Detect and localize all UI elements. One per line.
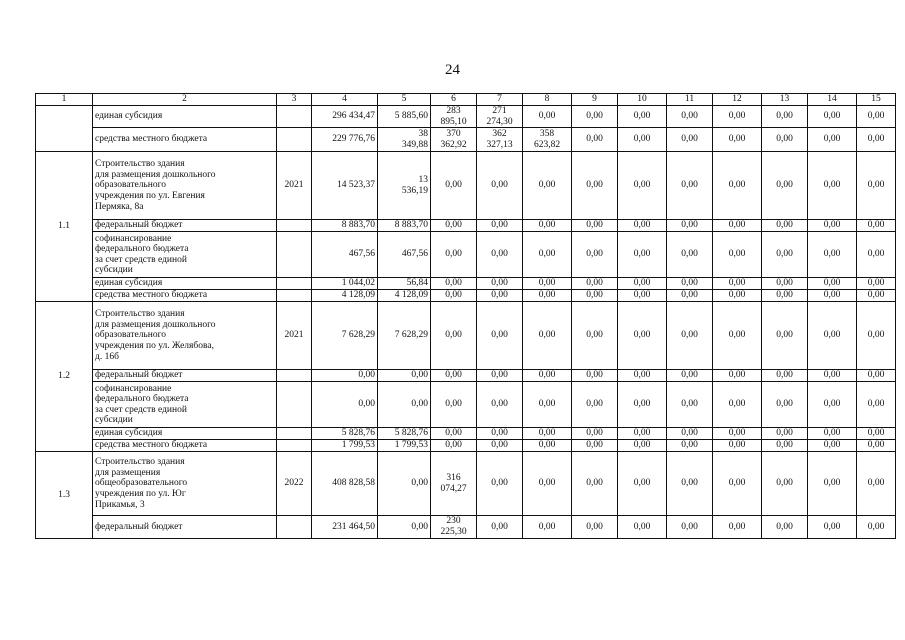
value-cell: 0,00 (523, 382, 572, 428)
value-cell: 230 225,30 (431, 516, 477, 538)
value-cell: 0,00 (808, 516, 857, 538)
value-cell: 271 274,30 (477, 106, 523, 128)
value-cell: 13 536,19 (378, 152, 431, 220)
table-row (36, 428, 896, 440)
column-header-5: 5 (378, 94, 431, 106)
value-cell: 0,00 (762, 440, 808, 452)
value-cell: 0,00 (618, 278, 667, 290)
value-cell: 4 128,09 (312, 290, 378, 302)
column-header-3: 3 (277, 94, 312, 106)
value-cell: 0,00 (713, 220, 762, 232)
value-cell: 0,00 (667, 382, 713, 428)
year-cell (277, 220, 312, 232)
value-cell: 229 776,76 (312, 128, 378, 152)
value-cell: 0,00 (808, 152, 857, 220)
value-cell: 0,00 (618, 440, 667, 452)
value-cell: 7 628,29 (378, 302, 431, 370)
column-header-10: 10 (618, 94, 667, 106)
year-cell (277, 370, 312, 382)
table-row (36, 106, 896, 128)
value-cell: 0,00 (572, 232, 618, 278)
value-cell: 0,00 (713, 370, 762, 382)
value-cell: 0,00 (572, 382, 618, 428)
value-cell: 0,00 (857, 106, 896, 128)
value-cell: 0,00 (667, 452, 713, 516)
value-cell: 0,00 (667, 128, 713, 152)
page-number: 24 (445, 62, 460, 78)
year-cell (277, 128, 312, 152)
row-label: федеральный бюджет (93, 516, 277, 538)
value-cell: 0,00 (572, 290, 618, 302)
table-row (36, 220, 896, 232)
column-header-15: 15 (857, 94, 896, 106)
value-cell: 0,00 (762, 106, 808, 128)
value-cell: 0,00 (667, 220, 713, 232)
value-cell: 0,00 (431, 428, 477, 440)
year-cell (277, 290, 312, 302)
value-cell: 0,00 (762, 452, 808, 516)
value-cell: 0,00 (857, 232, 896, 278)
value-cell: 0,00 (713, 428, 762, 440)
table-row (36, 452, 896, 516)
value-cell: 0,00 (857, 278, 896, 290)
value-cell: 0,00 (762, 128, 808, 152)
section-number (36, 106, 93, 152)
value-cell: 0,00 (713, 440, 762, 452)
value-cell: 1 799,53 (312, 440, 378, 452)
value-cell: 0,00 (312, 370, 378, 382)
table-row (36, 232, 896, 278)
value-cell: 0,00 (762, 278, 808, 290)
column-number-header (36, 94, 896, 106)
value-cell: 0,00 (523, 428, 572, 440)
value-cell: 1 044,02 (312, 278, 378, 290)
value-cell: 296 434,47 (312, 106, 378, 128)
value-cell: 0,00 (618, 428, 667, 440)
value-cell: 0,00 (713, 302, 762, 370)
value-cell: 0,00 (667, 278, 713, 290)
section-number: 1.3 (36, 452, 93, 538)
value-cell: 0,00 (808, 440, 857, 452)
row-label: средства местного бюджета (93, 128, 277, 152)
value-cell: 8 883,70 (312, 220, 378, 232)
value-cell: 0,00 (808, 428, 857, 440)
table-row (36, 128, 896, 152)
value-cell: 0,00 (713, 128, 762, 152)
column-header-13: 13 (762, 94, 808, 106)
value-cell: 0,00 (477, 382, 523, 428)
year-cell: 2021 (277, 152, 312, 220)
value-cell: 0,00 (808, 290, 857, 302)
value-cell: 0,00 (431, 440, 477, 452)
value-cell: 0,00 (431, 382, 477, 428)
value-cell: 0,00 (762, 382, 808, 428)
value-cell: 0,00 (857, 452, 896, 516)
value-cell: 0,00 (808, 382, 857, 428)
value-cell: 0,00 (808, 370, 857, 382)
value-cell: 0,00 (523, 302, 572, 370)
value-cell: 0,00 (431, 370, 477, 382)
value-cell: 0,00 (618, 128, 667, 152)
value-cell: 5 885,60 (378, 106, 431, 128)
value-cell: 0,00 (857, 152, 896, 220)
value-cell: 56,84 (378, 278, 431, 290)
table-row (36, 152, 896, 220)
column-header-2: 2 (93, 94, 277, 106)
value-cell: 0,00 (857, 220, 896, 232)
value-cell: 38 349,88 (378, 128, 431, 152)
value-cell: 0,00 (431, 290, 477, 302)
value-cell: 0,00 (523, 106, 572, 128)
value-cell: 0,00 (762, 428, 808, 440)
row-label: единая субсидия (93, 106, 277, 128)
value-cell: 0,00 (477, 302, 523, 370)
value-cell: 467,56 (312, 232, 378, 278)
value-cell: 0,00 (713, 382, 762, 428)
value-cell: 0,00 (808, 452, 857, 516)
value-cell: 0,00 (762, 302, 808, 370)
value-cell: 0,00 (857, 516, 896, 538)
value-cell: 0,00 (762, 232, 808, 278)
value-cell: 0,00 (572, 152, 618, 220)
value-cell: 0,00 (667, 440, 713, 452)
row-label: средства местного бюджета (93, 290, 277, 302)
value-cell: 0,00 (431, 302, 477, 370)
value-cell: 0,00 (618, 232, 667, 278)
value-cell: 0,00 (477, 232, 523, 278)
value-cell: 0,00 (808, 220, 857, 232)
column-header-9: 9 (572, 94, 618, 106)
value-cell: 0,00 (477, 428, 523, 440)
value-cell: 0,00 (477, 220, 523, 232)
value-cell: 0,00 (523, 440, 572, 452)
row-label: единая субсидия (93, 278, 277, 290)
value-cell: 0,00 (572, 302, 618, 370)
value-cell: 0,00 (523, 452, 572, 516)
value-cell: 0,00 (378, 370, 431, 382)
value-cell: 0,00 (572, 220, 618, 232)
value-cell: 0,00 (477, 290, 523, 302)
value-cell: 316 074,27 (431, 452, 477, 516)
value-cell: 0,00 (523, 220, 572, 232)
budget-table (35, 93, 896, 539)
row-label: единая субсидия (93, 428, 277, 440)
value-cell: 362 327,13 (477, 128, 523, 152)
value-cell: 0,00 (808, 278, 857, 290)
value-cell: 0,00 (667, 152, 713, 220)
value-cell: 358 623,82 (523, 128, 572, 152)
value-cell: 0,00 (523, 290, 572, 302)
section-number: 1.2 (36, 302, 93, 452)
value-cell: 0,00 (477, 440, 523, 452)
value-cell: 283 895,10 (431, 106, 477, 128)
value-cell: 0,00 (572, 452, 618, 516)
value-cell: 5 828,76 (312, 428, 378, 440)
value-cell: 0,00 (312, 382, 378, 428)
value-cell: 0,00 (857, 382, 896, 428)
value-cell: 0,00 (431, 232, 477, 278)
value-cell: 0,00 (857, 428, 896, 440)
table-row (36, 370, 896, 382)
value-cell: 0,00 (618, 516, 667, 538)
value-cell: 0,00 (477, 516, 523, 538)
year-cell (277, 278, 312, 290)
value-cell: 0,00 (713, 152, 762, 220)
column-header-14: 14 (808, 94, 857, 106)
year-cell (277, 382, 312, 428)
value-cell: 0,00 (572, 106, 618, 128)
value-cell: 0,00 (477, 152, 523, 220)
row-label: Строительство здания для размещения общеобразовательного учреждения по ул. Юг Прикамья, 3 (93, 452, 277, 516)
value-cell: 5 828,76 (378, 428, 431, 440)
value-cell: 0,00 (762, 152, 808, 220)
value-cell: 0,00 (523, 152, 572, 220)
value-cell: 0,00 (618, 452, 667, 516)
value-cell: 0,00 (477, 278, 523, 290)
value-cell: 1 799,53 (378, 440, 431, 452)
value-cell: 0,00 (572, 278, 618, 290)
value-cell: 0,00 (523, 516, 572, 538)
value-cell: 0,00 (667, 302, 713, 370)
value-cell: 0,00 (667, 106, 713, 128)
value-cell: 0,00 (762, 516, 808, 538)
value-cell: 0,00 (431, 152, 477, 220)
value-cell: 7 628,29 (312, 302, 378, 370)
section-number: 1.1 (36, 152, 93, 302)
value-cell: 0,00 (762, 370, 808, 382)
column-header-6: 6 (431, 94, 477, 106)
column-header-7: 7 (477, 94, 523, 106)
value-cell: 8 883,70 (378, 220, 431, 232)
value-cell: 0,00 (618, 106, 667, 128)
value-cell: 370 362,92 (431, 128, 477, 152)
value-cell: 0,00 (572, 440, 618, 452)
value-cell: 4 128,09 (378, 290, 431, 302)
row-label: Строительство здания для размещения дошкольного образовательного учреждения по ул. Евгения Пермяка, 8а (93, 152, 277, 220)
year-cell (277, 106, 312, 128)
value-cell: 0,00 (477, 370, 523, 382)
value-cell: 0,00 (618, 152, 667, 220)
column-header-12: 12 (713, 94, 762, 106)
value-cell: 0,00 (857, 290, 896, 302)
row-label: софинансирование федерального бюджета за счет средств единой субсидии (93, 382, 277, 428)
year-cell: 2021 (277, 302, 312, 370)
value-cell: 0,00 (572, 128, 618, 152)
column-header-8: 8 (523, 94, 572, 106)
value-cell: 0,00 (618, 302, 667, 370)
value-cell: 0,00 (618, 382, 667, 428)
row-label: федеральный бюджет (93, 370, 277, 382)
value-cell: 0,00 (572, 428, 618, 440)
year-cell (277, 428, 312, 440)
value-cell: 0,00 (431, 278, 477, 290)
table-row (36, 516, 896, 538)
value-cell: 0,00 (618, 370, 667, 382)
value-cell: 0,00 (713, 290, 762, 302)
value-cell: 0,00 (523, 232, 572, 278)
value-cell: 0,00 (667, 428, 713, 440)
column-header-4: 4 (312, 94, 378, 106)
value-cell: 0,00 (618, 220, 667, 232)
value-cell: 408 828,58 (312, 452, 378, 516)
value-cell: 0,00 (713, 278, 762, 290)
table-row (36, 290, 896, 302)
value-cell: 0,00 (523, 370, 572, 382)
value-cell: 0,00 (667, 516, 713, 538)
value-cell: 0,00 (572, 370, 618, 382)
value-cell: 0,00 (378, 382, 431, 428)
value-cell: 0,00 (667, 370, 713, 382)
row-label: федеральный бюджет (93, 220, 277, 232)
value-cell: 0,00 (808, 232, 857, 278)
column-header-11: 11 (667, 94, 713, 106)
table-row (36, 440, 896, 452)
value-cell: 0,00 (667, 290, 713, 302)
value-cell: 0,00 (713, 452, 762, 516)
row-label: Строительство здания для размещения дошкольного образовательного учреждения по ул. Желябова, д. 16б (93, 302, 277, 370)
value-cell: 0,00 (378, 516, 431, 538)
value-cell: 231 464,50 (312, 516, 378, 538)
table-row (36, 302, 896, 370)
value-cell: 0,00 (857, 440, 896, 452)
value-cell: 0,00 (713, 232, 762, 278)
value-cell: 467,56 (378, 232, 431, 278)
value-cell: 14 523,37 (312, 152, 378, 220)
value-cell: 0,00 (618, 290, 667, 302)
value-cell: 0,00 (523, 278, 572, 290)
year-cell: 2022 (277, 452, 312, 516)
value-cell: 0,00 (762, 290, 808, 302)
value-cell: 0,00 (808, 106, 857, 128)
table-row (36, 382, 896, 428)
table-body (36, 106, 896, 539)
value-cell: 0,00 (857, 128, 896, 152)
year-cell (277, 440, 312, 452)
value-cell: 0,00 (477, 452, 523, 516)
value-cell: 0,00 (713, 106, 762, 128)
year-cell (277, 516, 312, 538)
value-cell: 0,00 (857, 370, 896, 382)
year-cell (277, 232, 312, 278)
value-cell: 0,00 (762, 220, 808, 232)
row-label: софинансирование федерального бюджета за счет средств единой субсидии (93, 232, 277, 278)
value-cell: 0,00 (808, 302, 857, 370)
value-cell: 0,00 (572, 516, 618, 538)
value-cell: 0,00 (713, 516, 762, 538)
table-row (36, 278, 896, 290)
value-cell: 0,00 (857, 302, 896, 370)
value-cell: 0,00 (378, 452, 431, 516)
value-cell: 0,00 (431, 220, 477, 232)
value-cell: 0,00 (667, 232, 713, 278)
value-cell: 0,00 (808, 128, 857, 152)
row-label: средства местного бюджета (93, 440, 277, 452)
column-header-1: 1 (36, 94, 93, 106)
